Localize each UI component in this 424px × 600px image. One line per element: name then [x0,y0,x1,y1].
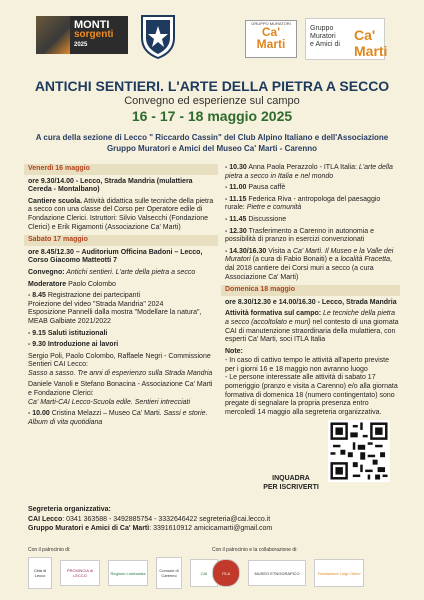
note-2: - Le persone interessate alle attività di sabato 17 pomeriggio (pranzo e visita a Carenno) e/o alla giornata formativa di domenica 18 (numero contingentato) sono pregate di segnalare la propria presenza entro mercoledì 14 maggio alla segreteria organizzativa. [225,374,398,416]
time-845: - 8.45 [28,292,46,300]
cai-contacts[interactable]: : 0341 363588 - 3492885754 - 3332646422 segreteria@cai.lecco.it [62,515,271,523]
gruppo-muratori-logo [305,18,388,60]
item-1145 [225,216,400,225]
itla-logo: ITLA [212,559,240,587]
text-845: Registrazione dei partecipanti [45,292,141,300]
talk-1000-title: Sassi e storie. Album di vita quotidiana [28,410,208,426]
convegno [28,269,218,278]
qr-code[interactable] [328,420,390,482]
saturday-location: ore 8.45/12.30 – Auditorium Officina Badoni – Lecco, Corso Giacomo Matteotti 7 [28,248,203,265]
talk-1-title: Sasso a sasso. Tre anni di esperienzo sulla Strada Mandria [28,369,213,377]
fondazione-clerici-logo: Fondazione Luigi Clerici [314,559,364,587]
text-1230: Trasferimento a Carenno in autonomia e possibilità di pranzo in esercizi convenzionati [225,227,375,244]
day-friday: Venerdì 16 maggio [28,165,90,172]
visit-museum: Ca' Martì. Il Museo e la Valle dei Muratori [225,247,394,264]
logo-monti-line1: MONTI [74,19,110,31]
activity-title: Le tecniche della pietra a secco (accoltolato e muri) [225,310,396,326]
segreteria [28,505,272,534]
talk-1115-title: Pietre e comunità [246,204,302,212]
gm-label: Gruppo Muratori e Amici di Ca' Martì [28,525,150,532]
exhibition: Esposizione Pannelli dalla mostra "Modellare la natura", MEAB Galbiate 2021/2022 [28,309,202,325]
item-1115 [225,196,400,213]
activity-text: nel contesto di una giornata CAI di manutenzione straordinaria della mulattiera, con esperti Ca' Marti, soci ITLA Italia [225,318,399,344]
visit-fracetta: località Fracetta [340,256,390,264]
time-1000: - 10.00 [28,410,50,418]
lecco-crest-logo: Città di Lecco [28,557,52,589]
event-dates: 16 - 17 - 18 maggio 2025 [131,108,293,124]
segreteria-gm [28,524,272,534]
day-saturday: Sabato 17 maggio [28,236,88,244]
item-930: - 9.30 Introduzione ai lavori [28,341,119,349]
talk-2-speakers: Daniele Vanoli e Stefano Bonacina - Associazione Ca' Marti e Fondazione Clerici: [28,381,213,398]
notes-label: Note: [225,347,243,355]
cai-label: CAI Lecco [28,515,63,523]
talk-2 [28,381,218,407]
regione-lombardia-logo: Regione Lombardia [108,560,148,586]
right-column [225,164,400,420]
talk-1030-title: L'arte della pietra a secco in Italia e nel mondo [225,164,393,180]
intro-line1: A cura della sezione di Lecco " Riccardo Cassin" del Club Alpino Italiano e dell'Associazione [35,133,389,142]
item-1230 [225,228,400,245]
intro [0,132,424,154]
segreteria-title: Segreteria organizzativa: [28,506,111,513]
gm-contacts[interactable]: : 3391610912 amicicamarti@gmail.com [149,525,273,532]
qr-label: INQUADRA PER ISCRIVERTI [263,475,319,491]
cai-shield-logo [138,14,178,60]
projection: Proiezione del video "Strada Mandria" 2024 [28,300,164,308]
sunday-location: ore 8.30/12.30 e 14.00/16.30 - Lecco, Strada Mandria [225,298,397,306]
talk-1-speakers: Sergio Poli, Paolo Colombo, Raffaele Negri - Commissione Sentieri CAI Lecco: [28,352,211,369]
intro-line2: Gruppo Muratori e Amici del Museo Ca' Marti - Carenno [106,144,318,153]
left-column [28,164,218,430]
text-1430-3: , dal 2018 cantiere dei Corsi muri a secco (a cura Associazione Ca' Marti) [225,256,392,281]
header [0,0,424,72]
item-845 [28,292,218,301]
item-915: - 9.15 Saluti istituzionali [28,329,108,337]
segreteria-cai [28,515,272,525]
text-1030: Anna Paola Perazzolo - ITLA Italia: [246,164,359,171]
monti-sorgenti-logo [36,16,128,54]
item-1430 [225,248,400,282]
patronage-right-logos [212,556,364,590]
patronage-left-logos [28,556,218,590]
friday-cantiere [28,198,218,232]
talk-2-title: Ca' Marti-CAI Lecco-Scuola edile. Sentieri intrecciati [28,398,191,406]
museo-logo: MUSEO ETNOGRAFICO [248,560,306,586]
item-1100 [225,184,400,193]
time-1230: - 12.30 [225,227,247,235]
talk-1 [28,353,218,379]
provincia-lecco-logo: PROVINCIA di LECCO [60,560,100,586]
logo-monti-line2: sorgenti [74,29,114,40]
patronage-left-label: Con il patrocinio di: [28,547,71,553]
activity-label: Attività formativa sul campo: [225,310,322,318]
sunday-activity [225,310,400,344]
page-subtitle: Convegno ed esperienze sul campo [124,95,300,107]
friday-location: ore 9.30/14.00 - Lecco, Strada Mandria (mulattiera Cereda - Montalbano) [28,177,193,194]
text-1145: Discussione [246,215,287,223]
moderator-name: Paolo Colombo [66,280,116,288]
cantiere-text: Attività didattica sulle tecniche della pietra a secco con una classe del Corso per Operatore edile di Fondazione Clerici. Istruttori: Silvio Valsecchi (Fondazione Clerici) e Erik Rigamonti (Associazione Ca' Marti) [28,197,214,231]
moderator-label: Moderatore [28,280,67,288]
item-1000 [28,410,218,427]
time-1030: - 10.30 [225,164,247,171]
time-1430: - 14.30/16.30 [225,247,267,255]
logo-gm-brand: Ca' Marti [354,27,388,59]
note-1: - In caso di cattivo tempo le attività all'aperto previste per i giorni 16 e 18 maggio non avranno luogo [225,357,389,373]
patronage-right-label: Con il patrocinio e la collaborazione di: [212,547,298,553]
cantiere-label: Cantiere scuola. [28,197,83,205]
mountain-picture [36,16,70,54]
time-1115: - 11.15 [225,195,247,203]
logo-gm-text: Gruppo Muratori e Amici di [310,25,340,48]
text-1430-2: (a cura di Fabio Bonaiti) e a [250,256,341,264]
logo-cm-top: GRUPPO MURATORI [251,21,291,26]
ca-marti-logo [245,20,297,58]
cai-logo: CAI [190,559,218,587]
carenno-crest-logo: Comune di Carenno [156,557,182,589]
text-1115: Federica Riva - antropologa del paesaggio rurale: [225,195,381,212]
time-1100: - 11.00 [225,184,247,192]
moderator [28,281,218,290]
logo-cm-main: Ca' Marti [256,25,286,51]
day-sunday: Domenica 18 maggio [225,286,296,294]
text-1430: Visita a [266,247,293,255]
text-1100: Pausa caffè [246,184,286,192]
page-title: ANTICHI SENTIERI. L'ARTE DELLA PIETRA A SECCO [34,78,390,94]
logo-monti-line3: 2025 [74,42,88,48]
convegno-title: Antichi sentieri. L'arte della pietra a secco [64,268,196,276]
time-1145: - 11.45 [225,215,247,223]
item-1030 [225,164,400,181]
convegno-label: Convegno: [28,268,65,276]
text-1000: Cristina Melazzi – Museo Ca' Marti. [49,410,164,418]
